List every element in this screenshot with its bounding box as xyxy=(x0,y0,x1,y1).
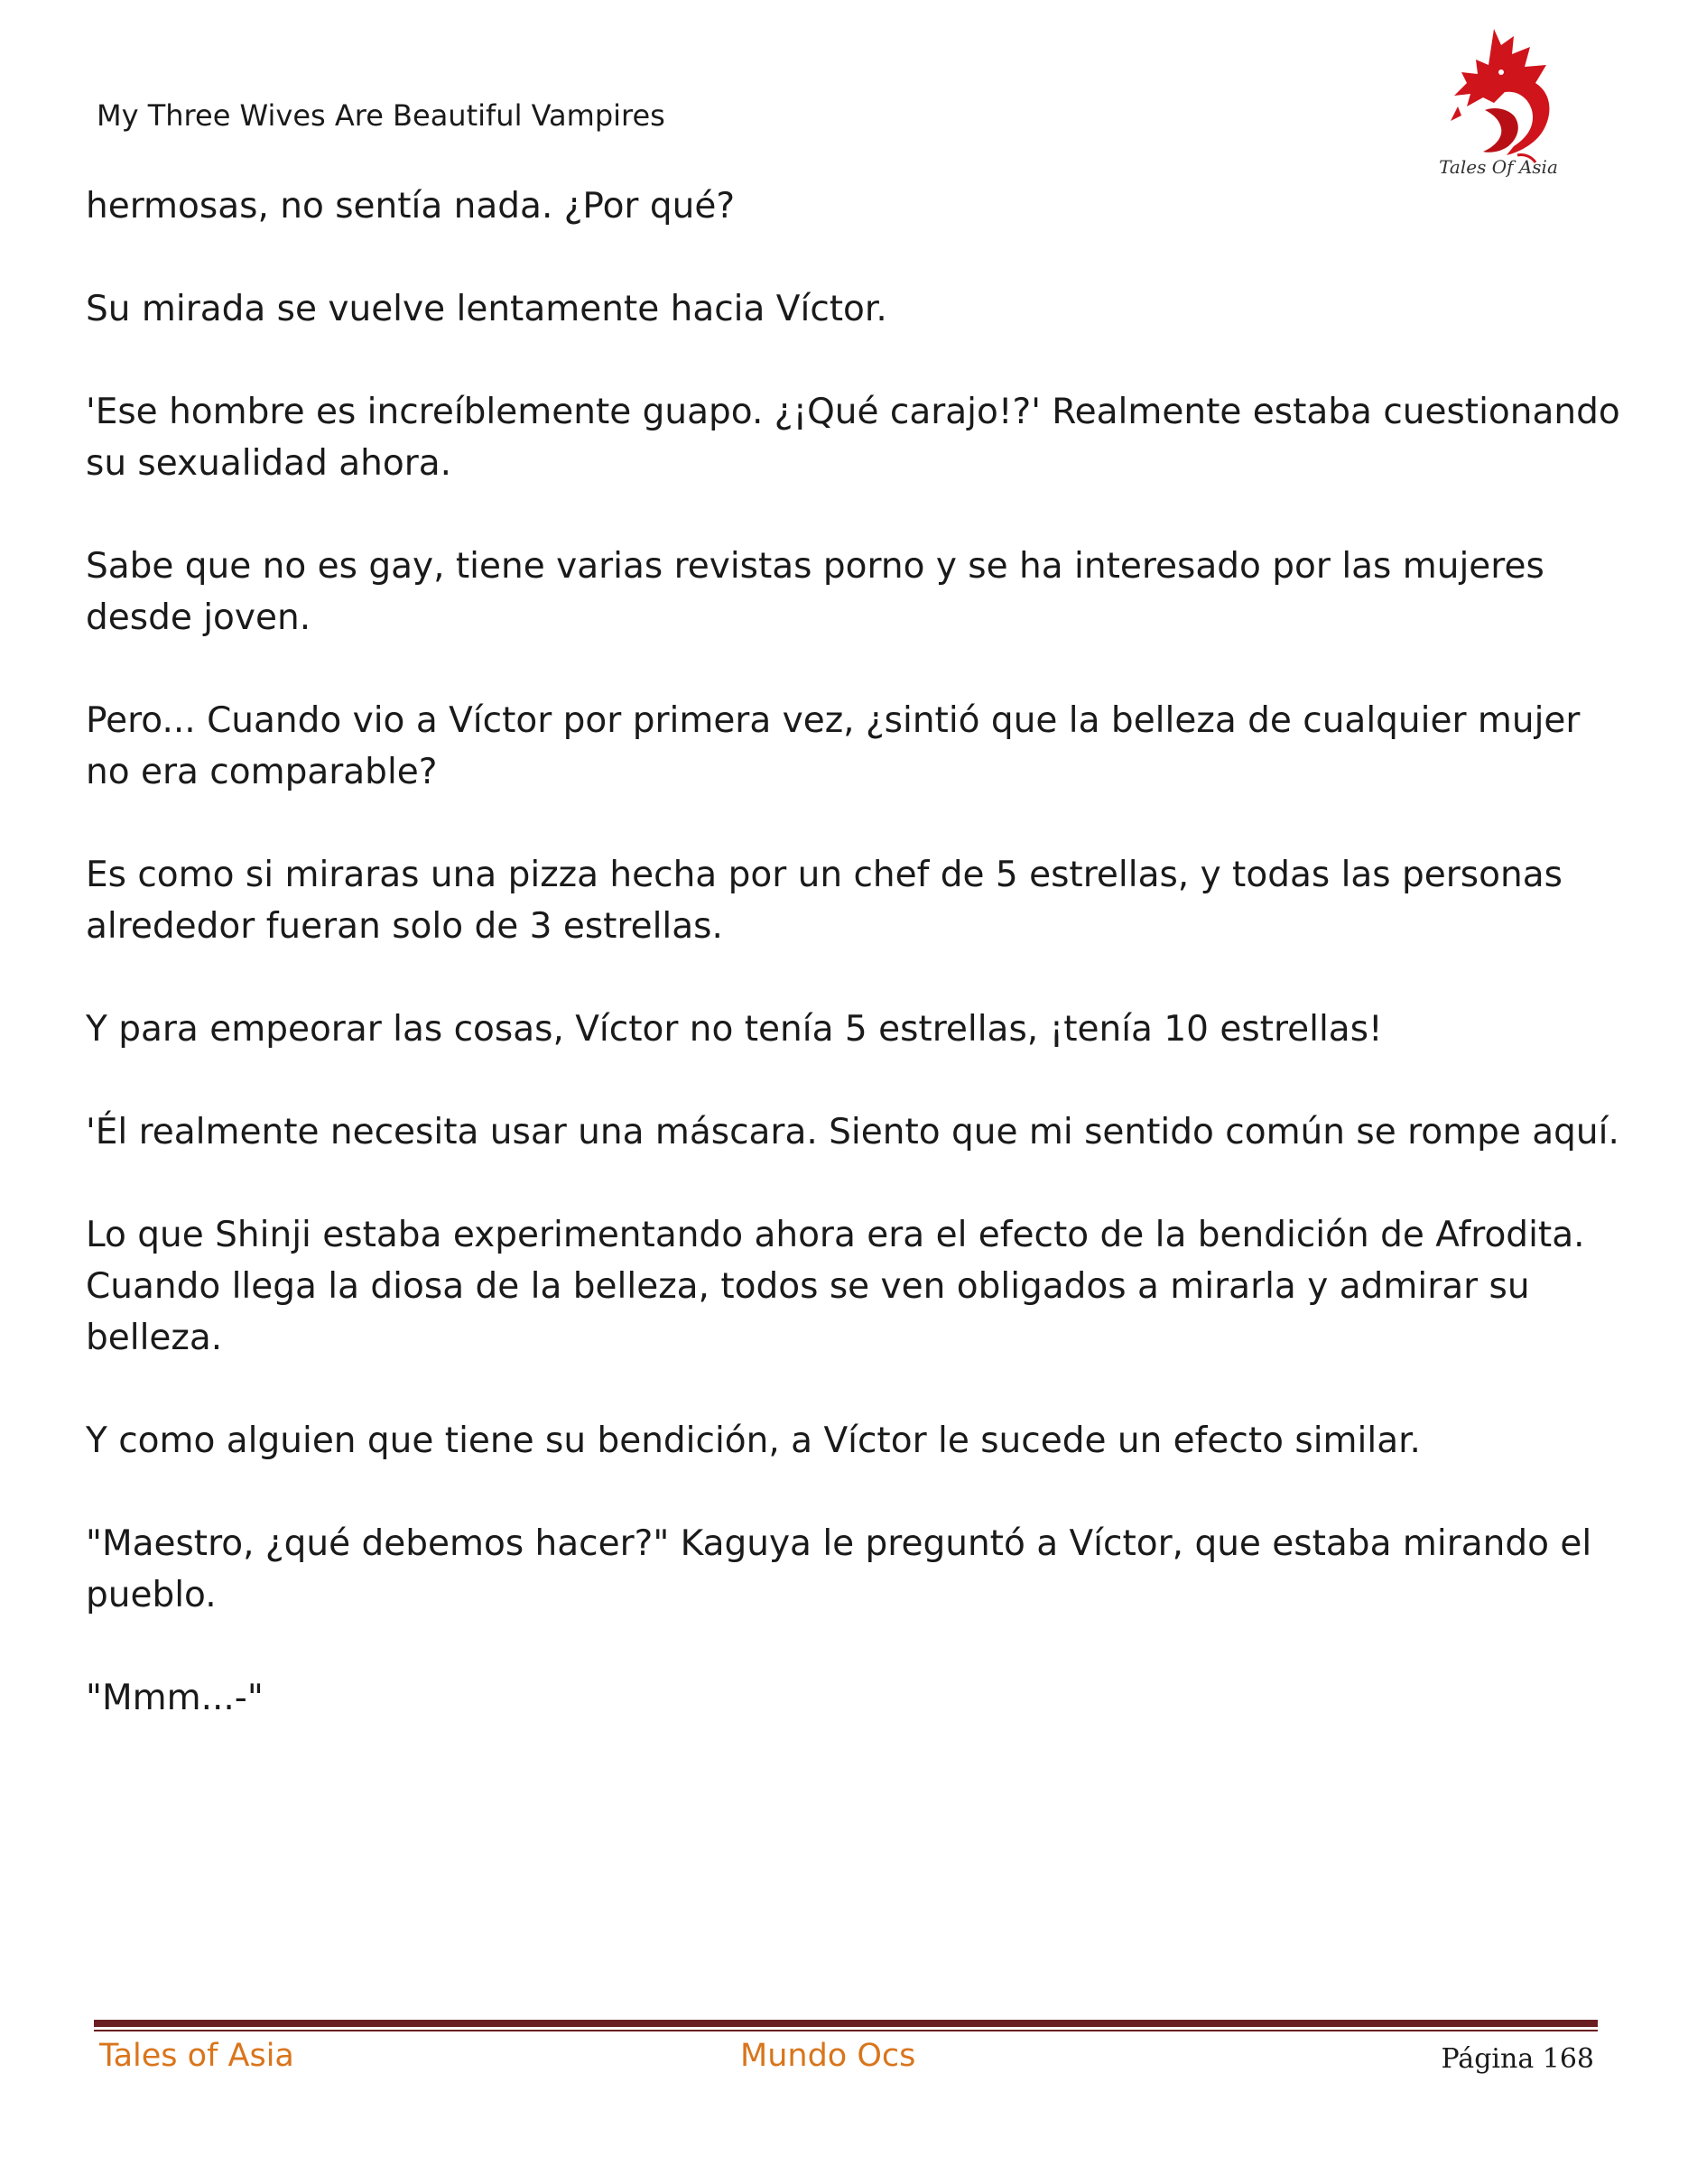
footer-divider xyxy=(94,2020,1598,2032)
footer-translator: Mundo Ocs xyxy=(740,2038,916,2074)
footer-divider-thick xyxy=(94,2020,1598,2027)
paragraph: Su mirada se vuelve lentamente hacia Víctor. xyxy=(86,289,887,329)
paragraph: Lo que Shinji estaba experimentando ahora era el efecto de la bendición de Afrodita. Cuando llega la diosa de la belleza, todos se ven obligados a mirarla y admirar su belleza. xyxy=(86,1215,1585,1358)
paragraph: Sabe que no es gay, tiene varias revistas porno y se ha interesado por las mujeres desde joven. xyxy=(86,546,1544,638)
dragon-icon xyxy=(1431,20,1566,182)
book-title: My Three Wives Are Beautiful Vampires xyxy=(97,98,665,133)
footer-publisher: Tales of Asia xyxy=(99,2038,294,2074)
paragraph: Pero... Cuando vio a Víctor por primera vez, ¿sintió que la belleza de cualquier mujer no era comparable? xyxy=(86,700,1581,792)
footer-divider-thin xyxy=(94,2030,1598,2031)
paragraph: 'Ese hombre es increíblemente guapo. ¿¡Qué carajo!?' Realmente estaba cuestionando su sexualidad ahora. xyxy=(86,392,1620,484)
paragraph: 'Él realmente necesita usar una máscara. Siento que mi sentido común se rompe aquí. xyxy=(86,1112,1619,1152)
svg-text:Tales Of Asia: Tales Of Asia xyxy=(1439,156,1558,178)
paragraph: hermosas, no sentía nada. ¿Por qué? xyxy=(86,186,736,227)
paragraph: "Mmm...-" xyxy=(86,1678,264,1718)
tales-of-asia-logo xyxy=(1431,20,1566,182)
paragraph: Y como alguien que tiene su bendición, a Víctor le sucede un efecto similar. xyxy=(86,1421,1421,1461)
paragraph: Y para empeorar las cosas, Víctor no tenía 5 estrellas, ¡tenía 10 estrellas! xyxy=(86,1009,1383,1050)
paragraph: Es como si miraras una pizza hecha por un chef de 5 estrellas, y todas las personas alrededor fueran solo de 3 estrellas. xyxy=(86,855,1563,947)
page-number: Página 168 xyxy=(1441,2043,1594,2075)
paragraph: "Maestro, ¿qué debemos hacer?" Kaguya le preguntó a Víctor, que estaba mirando el pueblo. xyxy=(86,1523,1592,1615)
chapter-body xyxy=(86,180,1620,1775)
